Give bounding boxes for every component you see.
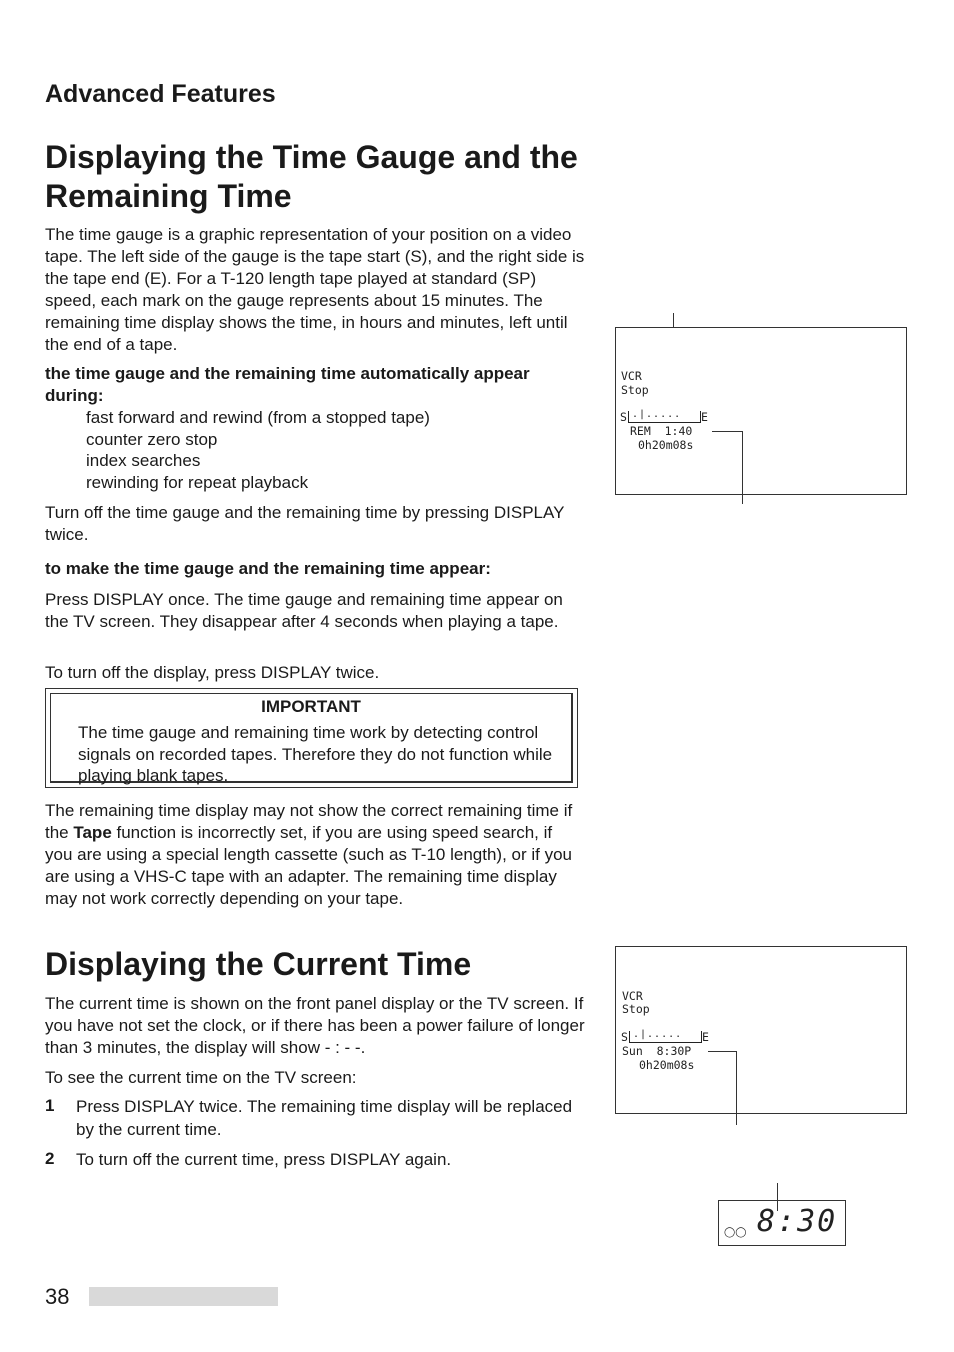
screen-line-vcr: VCR xyxy=(622,989,643,1003)
step-number: 2 xyxy=(45,1149,55,1168)
list-item: index searches xyxy=(86,451,201,470)
press-once-text: Press DISPLAY once. The time gauge and remaining time appear on the TV screen. They disappear after 4 seconds when playing a tape. xyxy=(45,590,563,631)
gauge-start-label: S xyxy=(620,410,627,424)
section2-intro: The current time is shown on the front panel display or the TV screen. If you have not set the clock, or if there has been a power failure of longer than 3 minutes, the display will show - : - -. xyxy=(45,994,585,1057)
to-see-text: To see the current time on the TV screen: xyxy=(45,1068,357,1087)
gauge-start-label: S xyxy=(621,1030,628,1044)
callout-line xyxy=(708,1051,737,1052)
callout-line xyxy=(736,1051,737,1125)
callout-line xyxy=(712,431,743,432)
tv-screen-remaining xyxy=(615,327,907,495)
tape-counter: 0h20m08s xyxy=(638,438,694,452)
section1-title: Displaying the Time Gauge and the Remaining Time xyxy=(45,139,578,214)
page-number: 38 xyxy=(45,1284,70,1309)
to-turn-off-text: To turn off the display, press DISPLAY twice. xyxy=(45,663,380,682)
list-item: rewinding for repeat playback xyxy=(86,472,309,492)
section-label: Advanced Features xyxy=(45,80,276,108)
step-number: 1 xyxy=(45,1096,55,1115)
list-item: counter zero stop xyxy=(86,429,218,449)
tape-counter: 0h20m08s xyxy=(639,1058,695,1072)
front-panel-time: 8:30 xyxy=(757,1204,838,1239)
remaining-note: The remaining time display may not show the correct remaining time if the Tape function is incorrectly set, if you are using speed search, if you are using a special length cassette (such as T-10 length), or if you are using a VHS-C tape with an adapter. The remaining time display may not work correctly depending on your tape. xyxy=(45,801,573,908)
callout-line xyxy=(742,431,743,504)
current-time-readout: Sun 8:30P xyxy=(622,1044,692,1058)
step-text: To turn off the current time, press DISPLAY again. xyxy=(76,1150,452,1169)
tape-icon: ◯◯ xyxy=(724,1227,747,1238)
important-body: The time gauge and remaining time work by detecting control signals on recorded tapes. Therefore they do not function while playing blank tapes. xyxy=(78,723,553,785)
gauge-end-label: E xyxy=(702,1030,709,1044)
footer-bar xyxy=(89,1287,278,1306)
turn-off-text: Turn off the time gauge and the remaining time by pressing DISPLAY twice. xyxy=(45,503,565,544)
gauge-marks: .|..... xyxy=(632,409,682,420)
gauge-marks: .|..... xyxy=(633,1029,683,1040)
important-box xyxy=(45,688,578,788)
screen-line-vcr: VCR xyxy=(621,369,642,383)
tape-function-name: Tape xyxy=(73,823,112,842)
remaining-time-readout: REM 1:40 xyxy=(630,424,693,438)
section2-title: Displaying the Current Time xyxy=(45,946,472,982)
list-item: fast forward and rewind (from a stopped tape) xyxy=(86,408,430,427)
tv-screen-current-time xyxy=(615,946,907,1114)
step-text: Press DISPLAY twice. The remaining time display will be replaced by the current time. xyxy=(76,1097,573,1139)
section1-intro: The time gauge is a graphic representation of your position on a video tape. The left side of the gauge is the tape start (S), and the right side is the tape end (E). For a T-120 length tape played at standard (SP) speed, each mark on the gauge represents about 15 minutes. The remaining time display shows the time, in hours and minutes, left until the end of a tape. xyxy=(45,225,585,354)
auto-heading: the time gauge and the remaining time automatically appear during: xyxy=(45,364,530,405)
screen-line-status: Stop xyxy=(622,1002,650,1016)
gauge-end-label: E xyxy=(701,410,708,424)
screen-line-status: Stop xyxy=(621,383,649,397)
auto-list xyxy=(86,407,430,493)
important-title: IMPORTANT xyxy=(261,697,361,716)
make-appear-heading: to make the time gauge and the remaining time appear: xyxy=(45,559,491,578)
front-panel-display xyxy=(718,1200,846,1246)
